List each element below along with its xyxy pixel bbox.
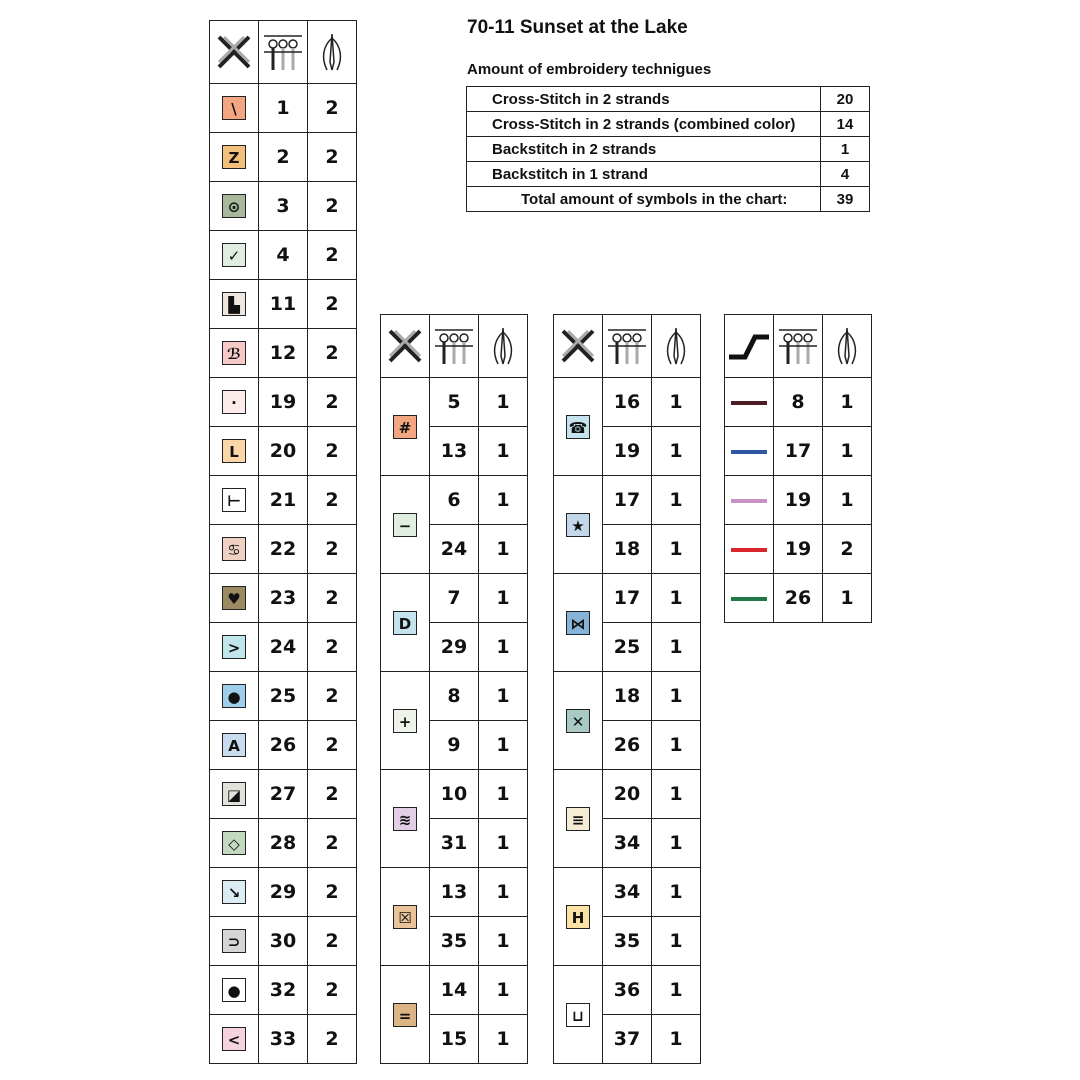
stitch-symbol: < [222, 1027, 246, 1051]
strand-count: 1 [823, 427, 872, 476]
strand-count: 1 [479, 525, 528, 574]
techniques-subtitle: Amount of embroidery technigues [467, 61, 712, 78]
color-number: 17 [603, 574, 652, 623]
key-row [210, 427, 357, 476]
strand-count: 1 [479, 770, 528, 819]
key-row [210, 721, 357, 770]
symbol-cell [210, 525, 259, 574]
key-row [381, 770, 528, 819]
key-row [210, 574, 357, 623]
strand-count: 2 [308, 378, 357, 427]
backstitch-color-line [731, 450, 767, 454]
symbol-cell [554, 966, 603, 1064]
strand-count: 2 [308, 770, 357, 819]
color-number: 36 [603, 966, 652, 1015]
stitch-symbol: L [222, 439, 246, 463]
floss-strands-icon [774, 315, 823, 378]
stitch-symbol: + [393, 709, 417, 733]
backstitch-color-line [731, 548, 767, 552]
color-number: 18 [603, 525, 652, 574]
key-row [210, 329, 357, 378]
symbol-cell [554, 868, 603, 966]
backstitch-icon [725, 315, 774, 378]
strand-count: 1 [652, 427, 701, 476]
color-number: 22 [259, 525, 308, 574]
color-number: 10 [430, 770, 479, 819]
color-number: 33 [259, 1015, 308, 1064]
key-row [210, 84, 357, 133]
total-label: Total amount of symbols in the chart: [467, 187, 821, 212]
stitch-symbol: Z [222, 145, 246, 169]
symbol-cell [210, 623, 259, 672]
symbol-cell [381, 770, 430, 868]
technique-label: Cross-Stitch in 2 strands (combined color) [467, 112, 821, 137]
stitch-symbol: ✓ [222, 243, 246, 267]
symbol-cell [554, 770, 603, 868]
floss-strands-icon [603, 315, 652, 378]
symbol-cell [554, 574, 603, 672]
strand-count: 1 [652, 819, 701, 868]
backstitch-line-cell [725, 427, 774, 476]
symbol-cell [381, 574, 430, 672]
stitch-symbol: · [222, 390, 246, 414]
strand-count: 1 [823, 574, 872, 623]
key-row [210, 672, 357, 721]
symbol-cell [210, 917, 259, 966]
color-number: 19 [603, 427, 652, 476]
strand-count: 2 [308, 476, 357, 525]
needle-icon [652, 315, 701, 378]
backstitch-line-cell [725, 378, 774, 427]
color-number: 9 [430, 721, 479, 770]
key-row [554, 770, 701, 819]
key-row [725, 378, 872, 427]
strand-count: 2 [308, 1015, 357, 1064]
symbol-cell [381, 672, 430, 770]
summary-total-row [467, 187, 870, 212]
color-number: 31 [430, 819, 479, 868]
strand-count: 1 [479, 574, 528, 623]
color-number: 20 [603, 770, 652, 819]
stitch-symbol: # [393, 415, 417, 439]
strand-count: 2 [308, 721, 357, 770]
key-row [554, 672, 701, 721]
chart-title: 70-11 Sunset at the Lake [467, 17, 688, 38]
strand-count: 1 [479, 868, 528, 917]
stitch-symbol: ♋ [222, 537, 246, 561]
symbol-cell [210, 84, 259, 133]
color-number: 19 [259, 378, 308, 427]
strand-count: 1 [652, 476, 701, 525]
key-row [210, 868, 357, 917]
color-number: 34 [603, 819, 652, 868]
symbol-cell [210, 868, 259, 917]
cross-stitch-icon [210, 21, 259, 84]
key-row [381, 476, 528, 525]
strand-count: 1 [479, 378, 528, 427]
stitch-symbol: = [393, 1003, 417, 1027]
color-number: 35 [603, 917, 652, 966]
color-number: 17 [603, 476, 652, 525]
stitch-symbol: ⊔ [566, 1003, 590, 1027]
color-number: 4 [259, 231, 308, 280]
key-table-combined-cross-b [553, 314, 701, 1064]
key-row [725, 525, 872, 574]
stitch-symbol: ★ [566, 513, 590, 537]
stitch-symbol: ≡ [566, 807, 590, 831]
symbol-cell [210, 1015, 259, 1064]
needle-icon [823, 315, 872, 378]
color-number: 8 [774, 378, 823, 427]
key-row [210, 378, 357, 427]
color-number: 11 [259, 280, 308, 329]
stitch-symbol: \ [222, 96, 246, 120]
symbol-cell [210, 476, 259, 525]
key-row [210, 819, 357, 868]
symbol-cell [210, 721, 259, 770]
strand-count: 1 [652, 1015, 701, 1064]
stitch-symbol: ⊃ [222, 929, 246, 953]
stitch-symbol: ◪ [222, 782, 246, 806]
backstitch-color-line [731, 401, 767, 405]
floss-strands-icon [259, 21, 308, 84]
stitch-symbol: ☎ [566, 415, 590, 439]
strand-count: 2 [308, 819, 357, 868]
symbol-cell [381, 868, 430, 966]
strand-count: 2 [308, 966, 357, 1015]
color-number: 2 [259, 133, 308, 182]
key-row [381, 966, 528, 1015]
symbol-cell [210, 966, 259, 1015]
summary-row [467, 137, 870, 162]
strand-count: 2 [308, 574, 357, 623]
strand-count: 2 [308, 672, 357, 721]
color-number: 17 [774, 427, 823, 476]
key-row [210, 231, 357, 280]
color-number: 25 [259, 672, 308, 721]
strand-count: 2 [308, 84, 357, 133]
technique-count: 1 [821, 137, 870, 162]
stitch-symbol: ℬ [222, 341, 246, 365]
technique-count: 4 [821, 162, 870, 187]
technique-label: Backstitch in 1 strand [467, 162, 821, 187]
total-count: 39 [821, 187, 870, 212]
color-number: 5 [430, 378, 479, 427]
key-row [554, 476, 701, 525]
color-number: 19 [774, 476, 823, 525]
stitch-symbol: ● [222, 978, 246, 1002]
strand-count: 1 [652, 525, 701, 574]
color-number: 12 [259, 329, 308, 378]
key-table-combined-cross-a [380, 314, 528, 1064]
key-row [381, 378, 528, 427]
backstitch-color-line [731, 499, 767, 503]
stitch-symbol: ✕ [566, 709, 590, 733]
key-row [210, 917, 357, 966]
strand-count: 1 [479, 427, 528, 476]
backstitch-line-cell [725, 574, 774, 623]
strand-count: 1 [823, 378, 872, 427]
technique-count: 20 [821, 87, 870, 112]
key-row [210, 182, 357, 231]
strand-count: 2 [308, 917, 357, 966]
symbol-cell [210, 329, 259, 378]
color-number: 23 [259, 574, 308, 623]
key-row [725, 427, 872, 476]
strand-count: 1 [479, 1015, 528, 1064]
strand-count: 1 [652, 574, 701, 623]
symbol-cell [210, 672, 259, 721]
key-row [210, 280, 357, 329]
symbol-cell [381, 966, 430, 1064]
strand-count: 2 [308, 182, 357, 231]
technique-label: Cross-Stitch in 2 strands [467, 87, 821, 112]
key-row [210, 525, 357, 574]
strand-count: 1 [479, 623, 528, 672]
cross-stitch-icon [381, 315, 430, 378]
color-number: 32 [259, 966, 308, 1015]
color-number: 34 [603, 868, 652, 917]
key-row [554, 966, 701, 1015]
color-number: 26 [603, 721, 652, 770]
color-number: 20 [259, 427, 308, 476]
strand-count: 2 [308, 280, 357, 329]
stitch-symbol: − [393, 513, 417, 537]
key-row [210, 770, 357, 819]
color-number: 1 [259, 84, 308, 133]
strand-count: 2 [823, 525, 872, 574]
stitch-symbol: ⊢ [222, 488, 246, 512]
color-number: 35 [430, 917, 479, 966]
technique-count: 14 [821, 112, 870, 137]
key-row [210, 133, 357, 182]
strand-count: 1 [652, 721, 701, 770]
strand-count: 2 [308, 329, 357, 378]
color-number: 27 [259, 770, 308, 819]
stitch-symbol: D [393, 611, 417, 635]
symbol-cell [554, 672, 603, 770]
strand-count: 1 [652, 623, 701, 672]
color-number: 24 [259, 623, 308, 672]
strand-count: 2 [308, 133, 357, 182]
color-number: 15 [430, 1015, 479, 1064]
strand-count: 1 [652, 378, 701, 427]
stitch-symbol: ◇ [222, 831, 246, 855]
strand-count: 2 [308, 868, 357, 917]
key-row [554, 868, 701, 917]
stitch-symbol: ♥ [222, 586, 246, 610]
color-number: 18 [603, 672, 652, 721]
color-number: 21 [259, 476, 308, 525]
strand-count: 1 [652, 966, 701, 1015]
color-number: 25 [603, 623, 652, 672]
symbol-cell [554, 476, 603, 574]
strand-count: 2 [308, 231, 357, 280]
symbol-cell [210, 819, 259, 868]
symbol-cell [210, 574, 259, 623]
technique-label: Backstitch in 2 strands [467, 137, 821, 162]
needle-icon [308, 21, 357, 84]
key-row [210, 476, 357, 525]
stitch-symbol: ⋈ [566, 611, 590, 635]
strand-count: 1 [652, 770, 701, 819]
key-row [554, 378, 701, 427]
color-number: 37 [603, 1015, 652, 1064]
strand-count: 2 [308, 525, 357, 574]
color-number: 28 [259, 819, 308, 868]
symbol-cell [210, 427, 259, 476]
color-number: 13 [430, 427, 479, 476]
strand-count: 2 [308, 427, 357, 476]
key-row [210, 1015, 357, 1064]
color-number: 6 [430, 476, 479, 525]
stitch-symbol: ● [222, 684, 246, 708]
strand-count: 1 [823, 476, 872, 525]
symbol-cell [210, 133, 259, 182]
symbol-cell [210, 182, 259, 231]
summary-row [467, 112, 870, 137]
color-number: 24 [430, 525, 479, 574]
needle-icon [479, 315, 528, 378]
cross-stitch-icon [554, 315, 603, 378]
color-number: 13 [430, 868, 479, 917]
key-table-full-cross [209, 20, 357, 1064]
color-number: 29 [430, 623, 479, 672]
stitch-symbol: ↘ [222, 880, 246, 904]
strand-count: 1 [479, 917, 528, 966]
stitch-symbol: ⊙ [222, 194, 246, 218]
techniques-summary-table [466, 86, 870, 212]
key-table-backstitch [724, 314, 872, 623]
summary-row [467, 162, 870, 187]
strand-count: 1 [652, 917, 701, 966]
color-number: 7 [430, 574, 479, 623]
strand-count: 1 [652, 672, 701, 721]
stitch-symbol: A [222, 733, 246, 757]
strand-count: 1 [479, 476, 528, 525]
color-number: 14 [430, 966, 479, 1015]
symbol-cell [210, 280, 259, 329]
backstitch-color-line [731, 597, 767, 601]
strand-count: 1 [479, 819, 528, 868]
symbol-cell [210, 231, 259, 280]
key-row [381, 574, 528, 623]
stitch-symbol: ≋ [393, 807, 417, 831]
stitch-symbol: ☒ [393, 905, 417, 929]
strand-count: 1 [479, 672, 528, 721]
key-row [554, 574, 701, 623]
symbol-cell [210, 770, 259, 819]
symbol-cell [381, 378, 430, 476]
key-row [210, 966, 357, 1015]
color-number: 26 [774, 574, 823, 623]
strand-count: 1 [479, 721, 528, 770]
strand-count: 1 [479, 966, 528, 1015]
color-number: 29 [259, 868, 308, 917]
symbol-cell [381, 476, 430, 574]
color-number: 30 [259, 917, 308, 966]
key-row [210, 623, 357, 672]
key-row [725, 574, 872, 623]
strand-count: 2 [308, 623, 357, 672]
color-number: 19 [774, 525, 823, 574]
stitch-symbol: > [222, 635, 246, 659]
strand-count: 1 [652, 868, 701, 917]
key-row [381, 868, 528, 917]
color-number: 16 [603, 378, 652, 427]
backstitch-line-cell [725, 525, 774, 574]
stitch-symbol: ▙ [222, 292, 246, 316]
color-number: 8 [430, 672, 479, 721]
color-number: 3 [259, 182, 308, 231]
backstitch-line-cell [725, 476, 774, 525]
stitch-symbol: H [566, 905, 590, 929]
floss-strands-icon [430, 315, 479, 378]
color-number: 26 [259, 721, 308, 770]
symbol-cell [554, 378, 603, 476]
key-row [725, 476, 872, 525]
summary-row [467, 87, 870, 112]
symbol-cell [210, 378, 259, 427]
key-row [381, 672, 528, 721]
